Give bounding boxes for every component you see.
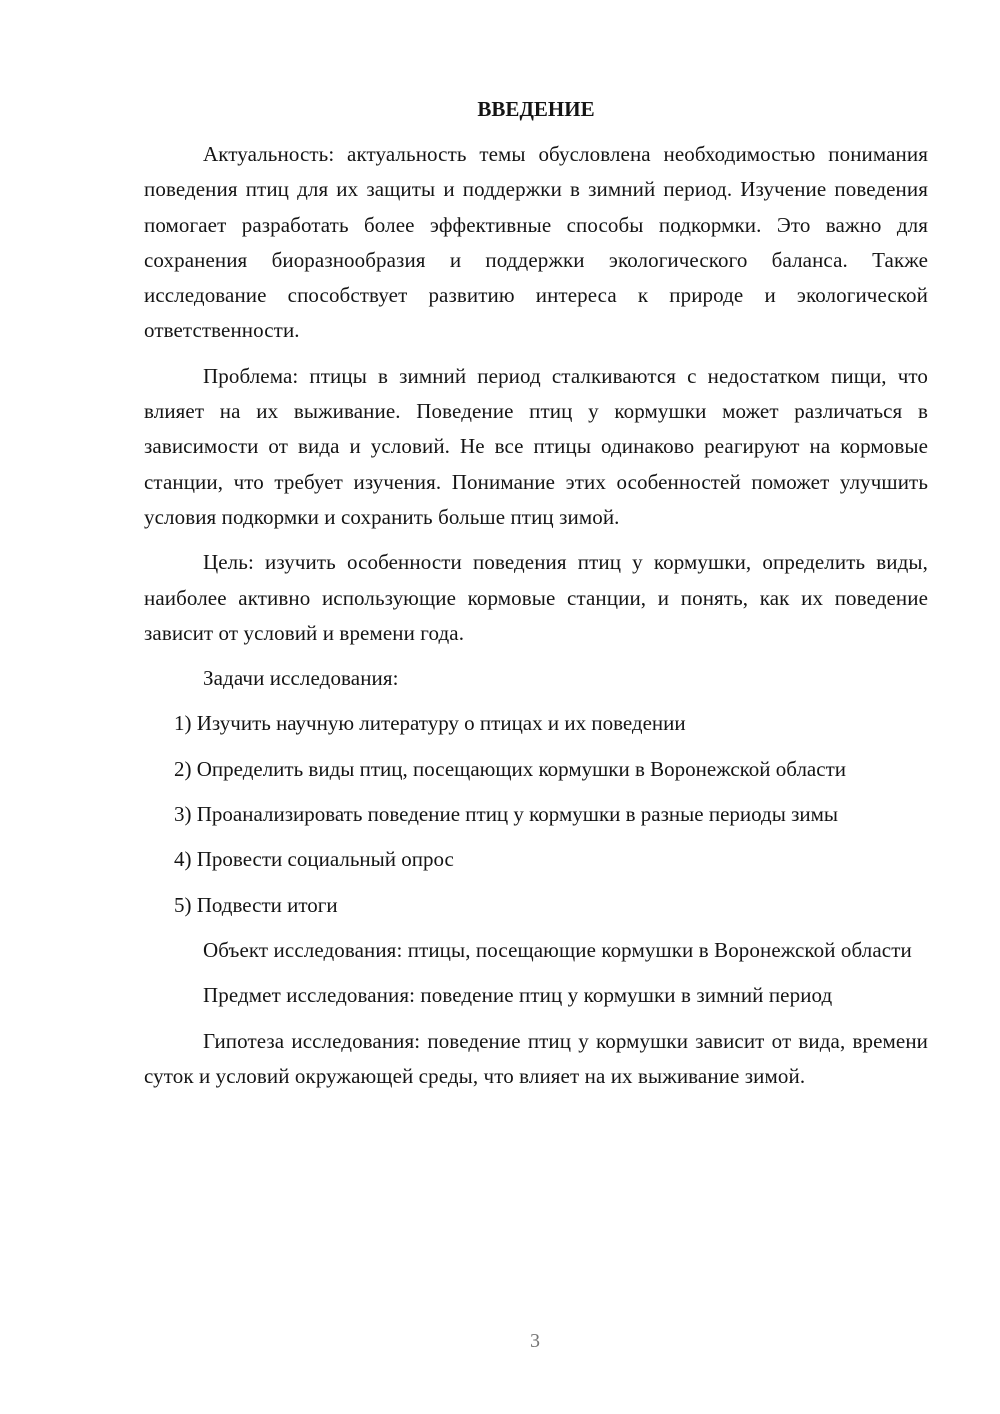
document-page xyxy=(144,92,928,1104)
paragraph-hypothesis: Гипотеза исследования: поведение птиц у кормушки зависит от вида, времени суток и условий окружающей среды, что влияет на их выживание зимой. xyxy=(144,1028,928,1088)
task-item-1: 1) Изучить научную литературу о птицах и их поведении xyxy=(174,711,686,736)
paragraph-problem: Проблема: птицы в зимний период сталкиваются с недостатком пищи, что влияет на их выживание. Поведение птиц у кормушки может различаться в зависимости от вида и условий. Не все птицы одинаково реагируют на кормовые станции, что требует изучения. Понимание этих особенностей поможет улучшить условия подкормки и сохранить больше птиц зимой. xyxy=(144,363,928,529)
paragraph-subject: Предмет исследования: поведение птиц у кормушки в зимний период xyxy=(203,983,833,1008)
task-item-4: 4) Провести социальный опрос xyxy=(174,847,454,872)
paragraph-object: Объект исследования: птицы, посещающие кормушки в Воронежской области xyxy=(203,937,912,962)
task-item-5: 5) Подвести итоги xyxy=(174,892,338,917)
task-item-3: 3) Проанализировать поведение птиц у кормушки в разные периоды зимы xyxy=(174,802,839,827)
page-title: ВВЕДЕНИЕ xyxy=(477,97,595,121)
task-item-2: 2) Определить виды птиц, посещающих кормушки в Воронежской области xyxy=(174,756,846,781)
paragraph-relevance: Актуальность: актуальность темы обусловлена необходимостью понимания поведения птиц для их защиты и поддержки в зимний период. Изучение поведения помогает разработать более эффективные способы подкормки. Это важно для сохранения биоразнообразия и поддержки экологического баланса. Также исследование способствует развитию интереса к природе и экологической ответственности. xyxy=(144,142,928,343)
paragraph-goal: Цель: изучить особенности поведения птиц у кормушки, определить виды, наиболее активно использующие кормовые станции, и понять, как их поведение зависит от условий и времени года. xyxy=(144,550,928,645)
tasks-heading: Задачи исследования: xyxy=(203,666,399,691)
page-number: 3 xyxy=(530,1330,540,1352)
